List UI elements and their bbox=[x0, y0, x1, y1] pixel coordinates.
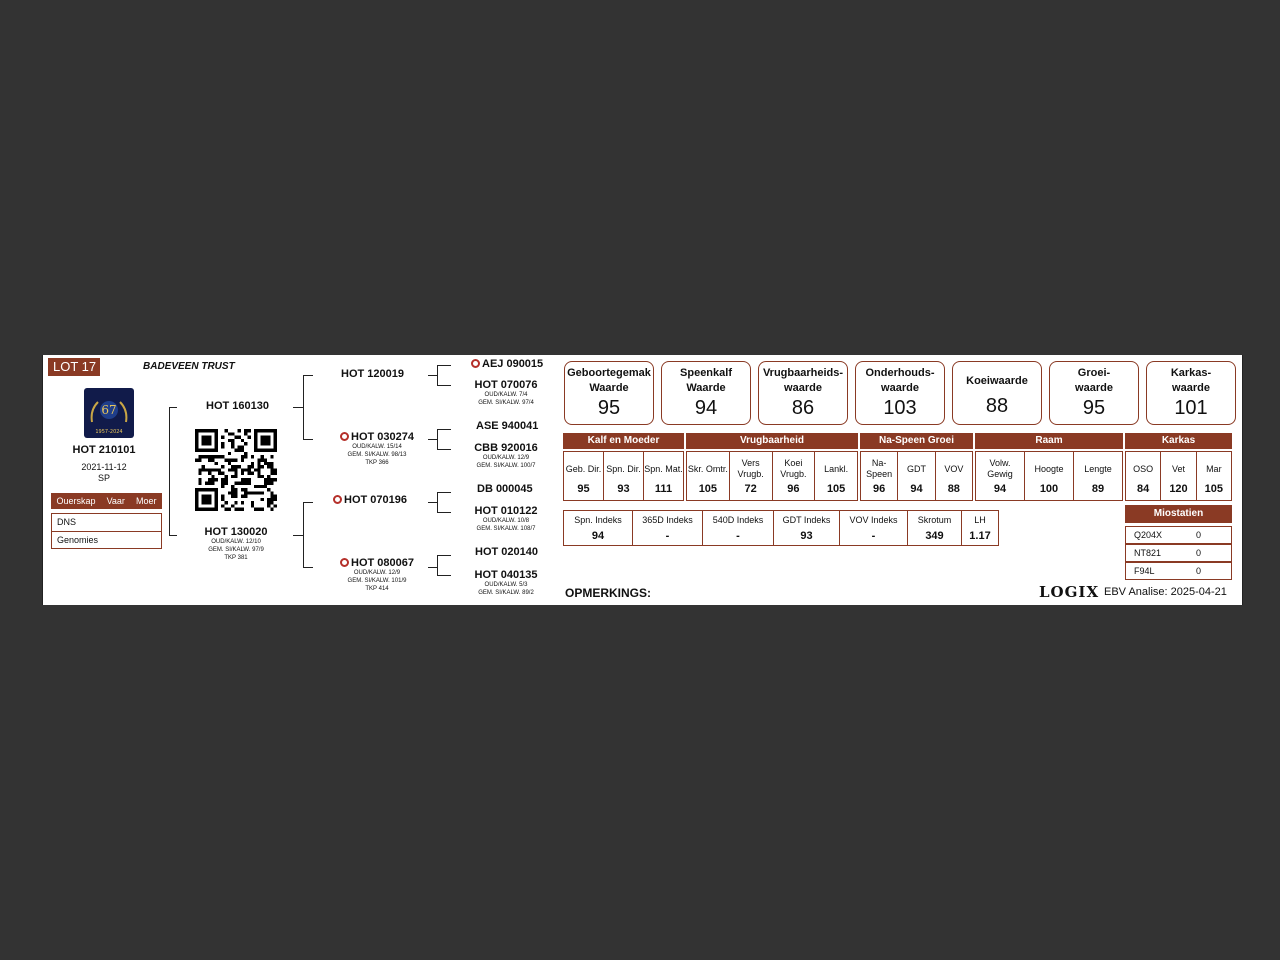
trait-value: 105 bbox=[826, 483, 846, 495]
index-cell bbox=[908, 511, 962, 545]
trait-cell bbox=[976, 452, 1025, 500]
trait-label: Spn. Dir. bbox=[606, 463, 641, 474]
breeder-logo bbox=[84, 388, 134, 438]
trait-label: Skr. Omtr. bbox=[687, 463, 728, 474]
trait-label: Lengte bbox=[1084, 463, 1112, 474]
target-icon bbox=[471, 359, 480, 368]
index-value: 94 bbox=[591, 530, 605, 542]
pedigree-sdd-sub-1: OUD/KALW. 12/9 bbox=[482, 455, 530, 461]
index-label: GDT Indeks bbox=[782, 514, 831, 525]
pedigree-dam: HOT 130020 bbox=[204, 526, 268, 538]
index-cell bbox=[774, 511, 840, 545]
lot-number: LOT 17 bbox=[48, 358, 100, 376]
pedigree-line bbox=[293, 407, 303, 408]
pedigree-dam-block bbox=[201, 526, 271, 562]
pedigree-dam-dam-block bbox=[333, 557, 421, 593]
trait-label: OSO bbox=[1133, 463, 1154, 474]
pedigree-bracket-3c bbox=[437, 492, 438, 512]
trait-cell bbox=[1074, 452, 1122, 500]
stat-value: 103 bbox=[883, 397, 917, 419]
pedigree-dam-dam-sub-1: OUD/KALW. 12/9 bbox=[353, 570, 401, 576]
trait-value: 100 bbox=[1039, 483, 1059, 495]
trait-table-post-weaning bbox=[860, 451, 973, 501]
trait-value: 111 bbox=[654, 483, 673, 495]
group-post-weaning: Na-Speen Groei bbox=[860, 433, 973, 449]
trait-cell bbox=[861, 452, 898, 500]
pedigree-line bbox=[437, 429, 451, 430]
ownership-row-dns: DNS bbox=[57, 517, 77, 527]
pedigree-dsd: HOT 010122 bbox=[474, 505, 538, 517]
pedigree-line bbox=[303, 502, 313, 503]
trait-value: 93 bbox=[617, 483, 630, 495]
pedigree-line bbox=[437, 385, 451, 386]
pedigree-ddd-sub-1: OUD/KALW. 5/3 bbox=[484, 582, 528, 588]
lot-card bbox=[42, 355, 1243, 605]
index-cell bbox=[633, 511, 703, 545]
trait-cell bbox=[936, 452, 972, 500]
pedigree-dsd-block bbox=[471, 505, 541, 533]
stat-calving-ease bbox=[564, 361, 654, 425]
pedigree-line bbox=[293, 535, 303, 536]
pedigree-line bbox=[169, 407, 177, 408]
pedigree-sdd-block bbox=[471, 442, 541, 470]
pedigree-dsd-sub-2: GEM. SI/KALW. 108/7 bbox=[476, 526, 536, 532]
trait-cell bbox=[1126, 452, 1161, 500]
trait-value: 105 bbox=[698, 483, 718, 495]
trait-value: 72 bbox=[744, 483, 757, 495]
stat-weaning bbox=[661, 361, 751, 425]
animal-id: HOT 210101 bbox=[72, 444, 136, 456]
trait-label: Spn. Mat. bbox=[644, 463, 683, 474]
stat-label: Vrugbaarheids- waarde bbox=[762, 367, 844, 394]
index-value: 1.17 bbox=[969, 530, 991, 542]
pedigree-dss: DB 000045 bbox=[477, 483, 533, 495]
trait-cell bbox=[604, 452, 644, 500]
pedigree-dam-dam-sub-2: GEM. SI/KALW. 101/9 bbox=[347, 578, 407, 584]
pedigree-ssd: HOT 070076 bbox=[474, 379, 538, 391]
ownership-header-parentage: Ouerskap bbox=[56, 496, 96, 506]
ownership-header bbox=[51, 493, 162, 509]
pedigree-line bbox=[428, 439, 437, 440]
trait-value: 96 bbox=[873, 483, 886, 495]
stat-label: Koeiwaarde bbox=[966, 375, 1028, 387]
pedigree-line bbox=[303, 567, 313, 568]
trait-value: 120 bbox=[1169, 483, 1188, 495]
index-cell bbox=[962, 511, 998, 545]
trait-value: 95 bbox=[577, 483, 590, 495]
pedigree-dam-sub-2: GEM. SI/KALW. 97/9 bbox=[208, 547, 264, 553]
trait-cell bbox=[564, 452, 604, 500]
stat-growth bbox=[1049, 361, 1139, 425]
index-label: 540D Indeks bbox=[712, 514, 764, 525]
stat-value: 88 bbox=[985, 395, 1009, 417]
trait-value: 89 bbox=[1091, 483, 1105, 495]
pedigree-line bbox=[437, 555, 451, 556]
myostatin-value: 0 bbox=[1196, 530, 1202, 540]
pedigree-ddd: HOT 040135 bbox=[474, 569, 538, 581]
logo-years: 1957-2024 bbox=[95, 429, 123, 435]
pedigree-bracket-1 bbox=[169, 407, 170, 535]
ebv-date: EBV Analise: 2025-04-21 bbox=[1104, 586, 1227, 598]
pedigree-line bbox=[437, 449, 451, 450]
pedigree-dam-dam-sub-3: TKP 414 bbox=[365, 586, 389, 592]
pedigree-dam-dam: HOT 080067 bbox=[351, 557, 414, 569]
trait-label: Geb. Dir. bbox=[565, 463, 602, 474]
pedigree-sire: HOT 160130 bbox=[206, 400, 269, 412]
stat-carcass bbox=[1146, 361, 1236, 425]
group-frame: Raam bbox=[975, 433, 1123, 449]
trait-label: Vers Vrugb. bbox=[737, 458, 764, 479]
breeder-name: BADEVEEN TRUST bbox=[143, 361, 235, 372]
ownership-row-genomic: Genomies bbox=[52, 531, 161, 549]
trait-cell bbox=[730, 452, 773, 500]
pedigree-sdd: CBB 920016 bbox=[474, 442, 538, 454]
target-icon bbox=[333, 495, 342, 504]
trait-value: 94 bbox=[993, 483, 1007, 495]
pedigree-line bbox=[169, 535, 177, 536]
trait-cell bbox=[815, 452, 857, 500]
pedigree-sire-sire: HOT 120019 bbox=[341, 368, 404, 380]
myostatin-row bbox=[1125, 562, 1232, 580]
pedigree-sdd-sub-2: GEM. SI/KALW. 100/7 bbox=[476, 463, 536, 469]
target-icon bbox=[340, 558, 349, 567]
pedigree-line bbox=[437, 365, 451, 366]
trait-cell bbox=[773, 452, 816, 500]
pedigree-bracket-2b bbox=[303, 502, 304, 567]
stat-value: 94 bbox=[694, 397, 718, 419]
stat-label: Speenkalf Waarde bbox=[680, 367, 732, 394]
index-value: 93 bbox=[800, 530, 813, 542]
logo-number: 67 bbox=[101, 403, 117, 417]
trait-label: VOV bbox=[944, 463, 964, 474]
stat-value: 95 bbox=[597, 397, 621, 419]
pedigree-line bbox=[303, 439, 313, 440]
stat-value: 101 bbox=[1174, 397, 1208, 419]
index-label: LH bbox=[974, 514, 986, 525]
pedigree-sire-dam-block bbox=[333, 431, 421, 467]
pedigree-sds: ASE 940041 bbox=[476, 420, 539, 432]
trait-label: Mar bbox=[1206, 463, 1222, 474]
ownership-header-dam: Moer bbox=[135, 496, 157, 506]
pedigree-dam-sub-1: OUD/KALW. 12/10 bbox=[211, 539, 261, 545]
trait-cell bbox=[687, 452, 730, 500]
animal-type: SP bbox=[97, 473, 110, 483]
trait-cell bbox=[644, 452, 683, 500]
trait-value: 88 bbox=[947, 483, 960, 495]
pedigree-sire-dam-sub-2: GEM. SI/KALW. 98/13 bbox=[347, 452, 407, 458]
trait-table-fertility bbox=[686, 451, 858, 501]
trait-table-frame bbox=[975, 451, 1123, 501]
index-value: 349 bbox=[925, 530, 944, 542]
pedigree-dsd-sub-1: OUD/KALW. 10/8 bbox=[482, 518, 530, 524]
stat-label: Onderhouds- waarde bbox=[865, 367, 935, 394]
trait-label: Hoogte bbox=[1034, 463, 1064, 474]
index-label: Spn. Indeks bbox=[574, 514, 622, 525]
trait-cell bbox=[1197, 452, 1231, 500]
pedigree-bracket-3b bbox=[437, 429, 438, 449]
index-value: - bbox=[736, 530, 740, 542]
pedigree-bracket-3d bbox=[437, 555, 438, 575]
pedigree-sire-dam-sub-3: TKP 366 bbox=[365, 460, 389, 466]
myostatin-row bbox=[1125, 544, 1232, 562]
group-fertility: Vrugbaarheid bbox=[686, 433, 858, 449]
index-cell bbox=[840, 511, 908, 545]
stat-value: 86 bbox=[791, 397, 815, 419]
trait-label: Vet bbox=[1171, 463, 1185, 474]
trait-table-calf-dam bbox=[563, 451, 684, 501]
stat-cow bbox=[952, 361, 1042, 425]
ownership-header-sire: Vaar bbox=[106, 496, 125, 506]
qr-code[interactable] bbox=[195, 429, 277, 511]
pedigree-line bbox=[437, 492, 451, 493]
pedigree-bracket-2a bbox=[303, 375, 304, 439]
myostatin-row bbox=[1125, 526, 1232, 544]
stat-maintenance bbox=[855, 361, 945, 425]
pedigree-dam-sire: HOT 070196 bbox=[344, 494, 407, 506]
index-label: VOV Indeks bbox=[849, 514, 898, 525]
pedigree-line bbox=[428, 502, 437, 503]
index-label: Skrotum bbox=[917, 514, 952, 525]
stat-label: Geboortegemak Waarde bbox=[567, 367, 651, 394]
trait-value: 94 bbox=[910, 483, 923, 495]
trait-value: 96 bbox=[787, 483, 800, 495]
stat-label: Karkas- waarde bbox=[1170, 367, 1212, 394]
myostatin-name: Q204X bbox=[1134, 530, 1163, 540]
pedigree-line bbox=[428, 567, 437, 568]
trait-cell bbox=[898, 452, 935, 500]
pedigree-ssd-block bbox=[471, 379, 541, 407]
trait-label: Koei Vrugb. bbox=[780, 458, 807, 479]
pedigree-sire-dam: HOT 030274 bbox=[351, 431, 414, 443]
myostatin-value: 0 bbox=[1196, 548, 1202, 558]
pedigree-dds: HOT 020140 bbox=[475, 546, 538, 558]
index-table bbox=[563, 510, 999, 546]
pedigree-ddd-block bbox=[471, 569, 541, 597]
pedigree-sss: AEJ 090015 bbox=[482, 358, 544, 370]
index-cell bbox=[564, 511, 633, 545]
pedigree-ssd-sub-1: OUD/KALW. 7/4 bbox=[484, 392, 528, 398]
pedigree-bracket-3a bbox=[437, 365, 438, 385]
trait-label: Na- Speen bbox=[866, 458, 893, 479]
brand-logo: LOGIX bbox=[1039, 583, 1100, 601]
group-calf-dam: Kalf en Moeder bbox=[563, 433, 684, 449]
myostatin-value: 0 bbox=[1196, 566, 1202, 576]
stat-label: Groei- waarde bbox=[1075, 367, 1113, 394]
pedigree-line bbox=[437, 575, 451, 576]
target-icon bbox=[340, 432, 349, 441]
trait-label: Volw. Gewig bbox=[987, 458, 1013, 479]
ownership-table bbox=[51, 513, 162, 549]
pedigree-line bbox=[428, 375, 437, 376]
animal-dob: 2021-11-12 bbox=[81, 462, 127, 472]
group-carcass: Karkas bbox=[1125, 433, 1232, 449]
trait-label: GDT bbox=[906, 463, 926, 474]
index-cell bbox=[703, 511, 774, 545]
index-value: - bbox=[665, 530, 670, 542]
trait-value: 105 bbox=[1204, 483, 1223, 495]
trait-cell bbox=[1025, 452, 1074, 500]
index-value: - bbox=[871, 530, 876, 542]
stat-value: 95 bbox=[1082, 397, 1106, 419]
pedigree-sire-dam-sub-1: OUD/KALW. 15/14 bbox=[352, 444, 402, 450]
pedigree-ssd-sub-2: GEM. SI/KALW. 97/4 bbox=[478, 400, 534, 406]
trait-table-carcass bbox=[1125, 451, 1232, 501]
pedigree-line bbox=[437, 512, 451, 513]
remarks-label: OPMERKINGS: bbox=[565, 586, 652, 600]
myostatin-title: Miostatien bbox=[1125, 505, 1232, 523]
pedigree-line bbox=[303, 375, 313, 376]
trait-label: Lankl. bbox=[824, 463, 849, 474]
pedigree-ddd-sub-2: GEM. SI/KALW. 89/2 bbox=[478, 590, 534, 596]
pedigree-dam-sub-3: TKP 381 bbox=[224, 555, 248, 561]
stat-fertility bbox=[758, 361, 848, 425]
index-label: 365D Indeks bbox=[642, 514, 693, 525]
myostatin-name: F94L bbox=[1134, 566, 1155, 576]
myostatin-name: NT821 bbox=[1134, 548, 1162, 558]
trait-value: 84 bbox=[1137, 483, 1150, 495]
trait-cell bbox=[1161, 452, 1196, 500]
